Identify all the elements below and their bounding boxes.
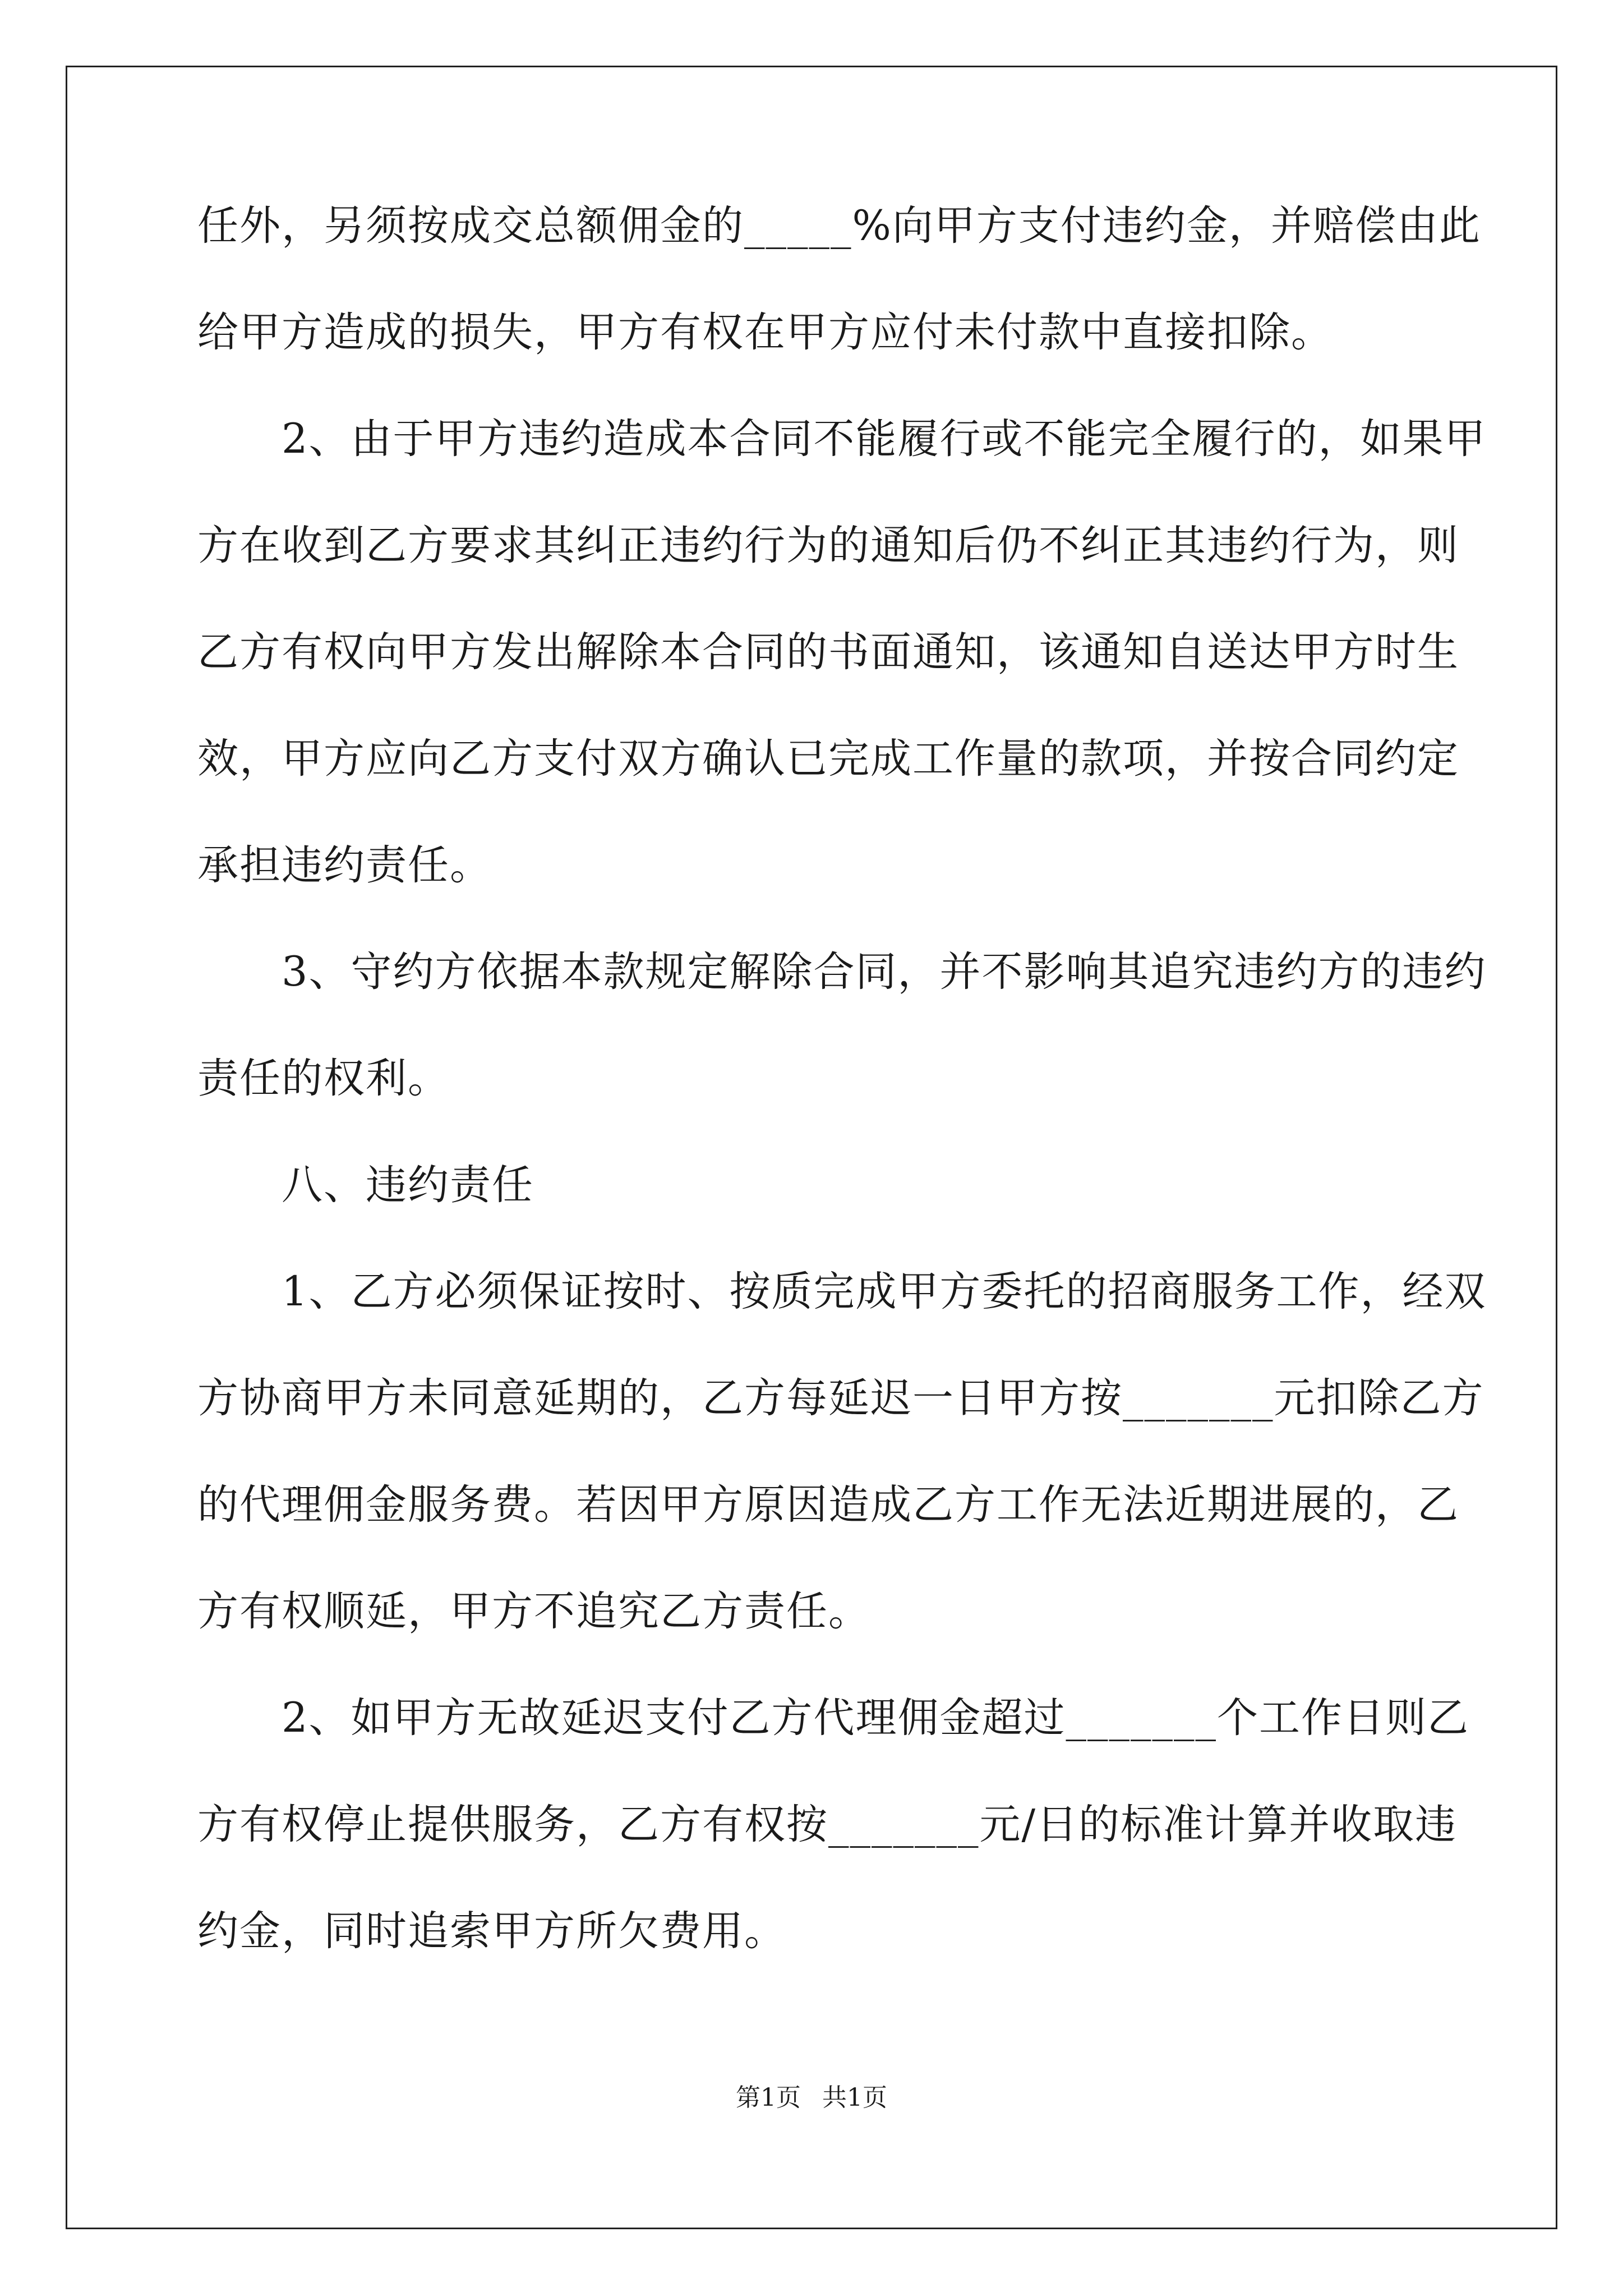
- text-line: 方协商甲方未同意延期的，乙方每延迟一日甲方按_______元扣除乙方: [197, 1374, 1484, 1422]
- text-line: 责任的权利。: [197, 1055, 450, 1102]
- text-line: 的代理佣金服务费。若因甲方原因造成乙方工作无法近期进展的，乙: [197, 1481, 1459, 1529]
- text-line: 1、乙方必须保证按时、按质完成甲方委托的招商服务工作，经双: [197, 1268, 1487, 1315]
- text-line: 方有权停止提供服务，乙方有权按_______元/日的标准计算并收取违: [197, 1801, 1458, 1848]
- text-line: 方有权顺延，甲方不追究乙方责任。: [197, 1588, 870, 1635]
- text-line: 任外，另须按成交总额佣金的_____%向甲方支付违约金，并赔偿由此: [197, 202, 1481, 250]
- text-line: 2、由于甲方违约造成本合同不能履行或不能完全履行的，如果甲: [197, 415, 1487, 463]
- page-number-current: 第1页: [736, 2083, 801, 2112]
- text-line: 承担违约责任。: [197, 841, 492, 889]
- text-line: 方在收到乙方要求其纠正违约行为的通知后仍不纠正其违约行为，则: [197, 522, 1459, 569]
- text-line: 2、如甲方无故延迟支付乙方代理佣金超过_______个工作日则乙: [197, 1694, 1469, 1742]
- page-number-total: 共1页: [822, 2083, 887, 2112]
- text-line: 约金，同时追索甲方所欠费用。: [197, 1907, 786, 1955]
- text-line: 3、守约方依据本款规定解除合同，并不影响其追究违约方的违约: [197, 948, 1487, 996]
- text-line: 乙方有权向甲方发出解除本合同的书面通知，该通知自送达甲方时生: [197, 628, 1459, 676]
- text-line: 给甲方造成的损失，甲方有权在甲方应付未付款中直接扣除。: [197, 309, 1333, 356]
- page-footer: [0, 2081, 1623, 2115]
- section-heading: 八、违约责任: [197, 1161, 534, 1209]
- text-line: 效，甲方应向乙方支付双方确认已完成工作量的款项，并按合同约定: [197, 735, 1459, 783]
